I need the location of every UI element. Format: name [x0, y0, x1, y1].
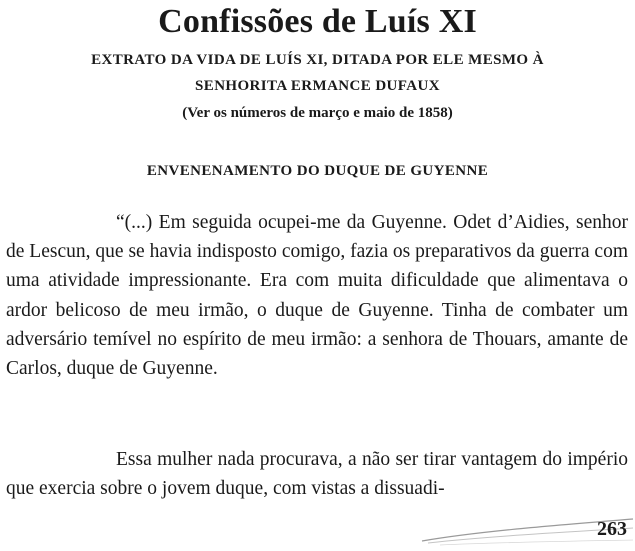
section-heading: ENVENENAMENTO DO DUQUE DE GUYENNE	[146, 163, 489, 179]
chapter-subtitle-line-1: EXTRATO DA VIDA DE LUÍS XI, DITADA POR ELE MESMO À	[91, 52, 544, 68]
body-paragraph-1: “(...) Em seguida ocupei-me da Guyenne. Odet d’Aidies, senhor de Lescun, que se havia indisposto comigo, fazia os preparativos da guerra com uma atividade impressionante. Era com muita dificuldade que alimentava o ardor belicoso de meu irmão, o duque de Guyenne. Tinha de combater um adversário temível no espírito de meu irmão: a senhora de Thouars, amante de Carlos, duque de Guyenne.	[6, 212, 628, 380]
page-number: 263	[597, 518, 627, 540]
chapter-subtitle-line-2: SENHORITA ERMANCE DUFAUX	[195, 78, 440, 94]
chapter-title: Confissões de Luís XI	[158, 3, 477, 40]
reference-note: (Ver os números de março e maio de 1858)	[182, 105, 453, 121]
body-paragraph-2: Essa mulher nada procurava, a não ser tirar vantagem do império que exercia sobre o jovem duque, com vistas a dissuadi-	[6, 449, 628, 500]
